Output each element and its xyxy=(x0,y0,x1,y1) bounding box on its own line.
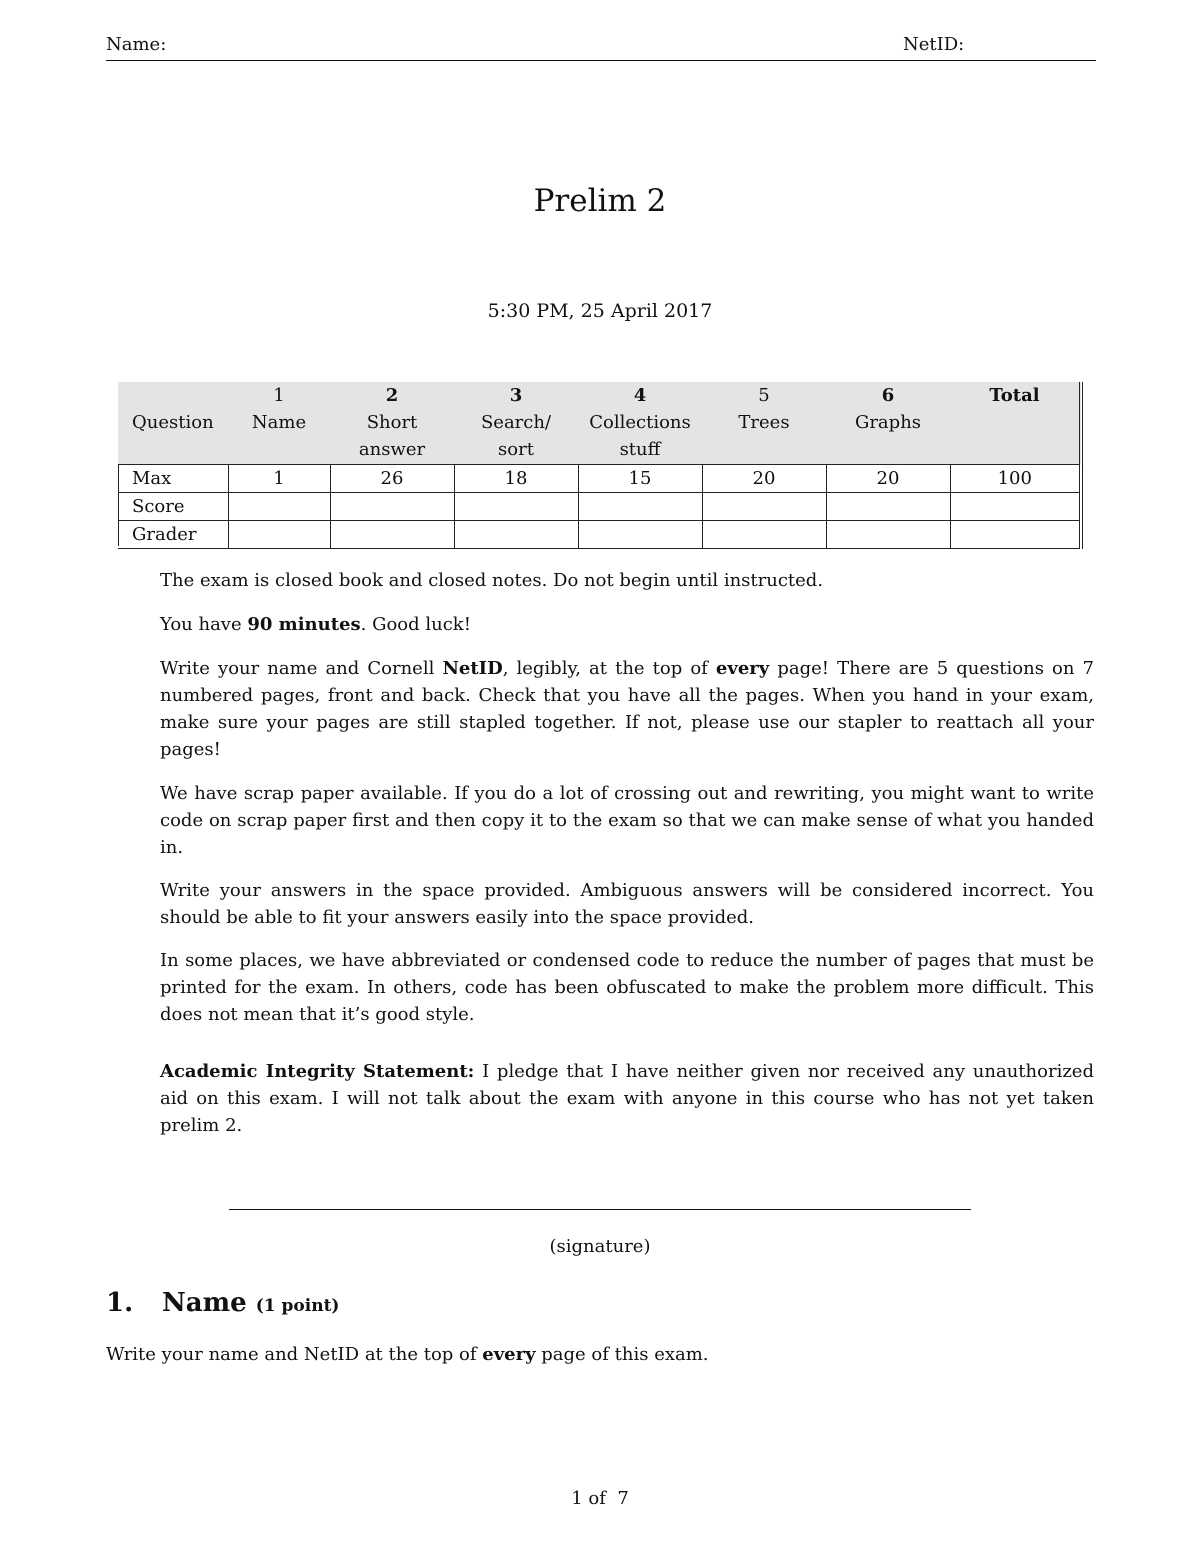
column-header: 5 Trees xyxy=(702,382,826,465)
instruction-scrap-paper: We have scrap paper available. If you do a lot of crossing out and rewriting, you might want to write code on scrap paper first and then copy it to the exam so that we can make sense of what you handed in. xyxy=(160,783,1094,858)
table-row-score xyxy=(118,493,1081,521)
grader-cell xyxy=(702,521,826,549)
score-cell xyxy=(578,493,702,521)
name-label: Name: xyxy=(106,34,167,55)
score-cell xyxy=(950,493,1081,521)
question-label: Question xyxy=(118,382,228,465)
max-cell: 1 xyxy=(228,465,330,493)
section-points: (1 point) xyxy=(255,1296,340,1316)
instruction-code-style: In some places, we have abbreviated or condensed code to reduce the number of pages that must be printed for the exam. In others, code has been obfuscated to make the problem more difficult. This does not mean that it’s good style. xyxy=(160,950,1094,1025)
column-header: 2 Short answer xyxy=(330,382,454,465)
section-instruction: Write your name and NetID at the top of every page of this exam. xyxy=(106,1344,709,1365)
grader-cell xyxy=(330,521,454,549)
max-cell: 100 xyxy=(950,465,1081,493)
exam-title: Prelim 2 xyxy=(533,183,667,219)
max-label: Max xyxy=(118,465,228,493)
grader-cell xyxy=(578,521,702,549)
table-header-row xyxy=(118,382,1081,465)
section-number: 1. xyxy=(106,1288,134,1318)
score-label: Score xyxy=(118,493,228,521)
score-cell xyxy=(330,493,454,521)
section-heading xyxy=(106,1288,339,1318)
grader-label: Grader xyxy=(118,521,228,549)
grader-cell xyxy=(826,521,950,549)
instruction-closed-book: The exam is closed book and closed notes. Do not begin until instructed. xyxy=(160,570,824,591)
score-table xyxy=(118,382,1083,549)
score-cell xyxy=(826,493,950,521)
column-header: 4 Collections stuff xyxy=(578,382,702,465)
score-cell xyxy=(454,493,578,521)
max-cell: 18 xyxy=(454,465,578,493)
exam-datetime: 5:30 PM, 25 April 2017 xyxy=(487,300,713,322)
netid-label: NetID: xyxy=(903,34,965,55)
instruction-time: You have 90 minutes. Good luck! xyxy=(160,614,471,635)
score-cell xyxy=(228,493,330,521)
academic-integrity-statement: Academic Integrity Statement: I pledge that I have neither given nor received any unauthorized aid on this exam. I will not talk about the exam with anyone in this course who has not yet taken prelim 2. xyxy=(160,1061,1094,1136)
max-cell: 26 xyxy=(330,465,454,493)
grader-cell xyxy=(950,521,1081,549)
page-header xyxy=(106,34,1096,61)
max-cell: 20 xyxy=(702,465,826,493)
grader-cell xyxy=(228,521,330,549)
instruction-answers: Write your answers in the space provided. Ambiguous answers will be considered incorrect. You should be able to fit your answers easily into the space provided. xyxy=(160,880,1094,928)
column-header: 6 Graphs xyxy=(826,382,950,465)
page-number: 1 of 7 xyxy=(571,1488,629,1509)
max-cell: 20 xyxy=(826,465,950,493)
column-header: 1 Name xyxy=(228,382,330,465)
grader-cell xyxy=(454,521,578,549)
table-row-grader xyxy=(118,521,1081,549)
column-header: 3 Search/ sort xyxy=(454,382,578,465)
max-cell: 15 xyxy=(578,465,702,493)
section-title: Name xyxy=(162,1288,247,1318)
signature-line xyxy=(229,1209,971,1210)
instruction-name-netid: Write your name and Cornell NetID, legibly, at the top of every page! There are 5 questions on 7 numbered pages, front and back. Check that you have all the pages. When you hand in your exam, make sure your pages are still stapled together. If not, please use our stapler to reattach all your pages! xyxy=(160,658,1094,760)
signature-label: (signature) xyxy=(549,1236,651,1257)
table-row-max xyxy=(118,465,1081,493)
column-header-total: Total xyxy=(950,382,1081,465)
score-cell xyxy=(702,493,826,521)
